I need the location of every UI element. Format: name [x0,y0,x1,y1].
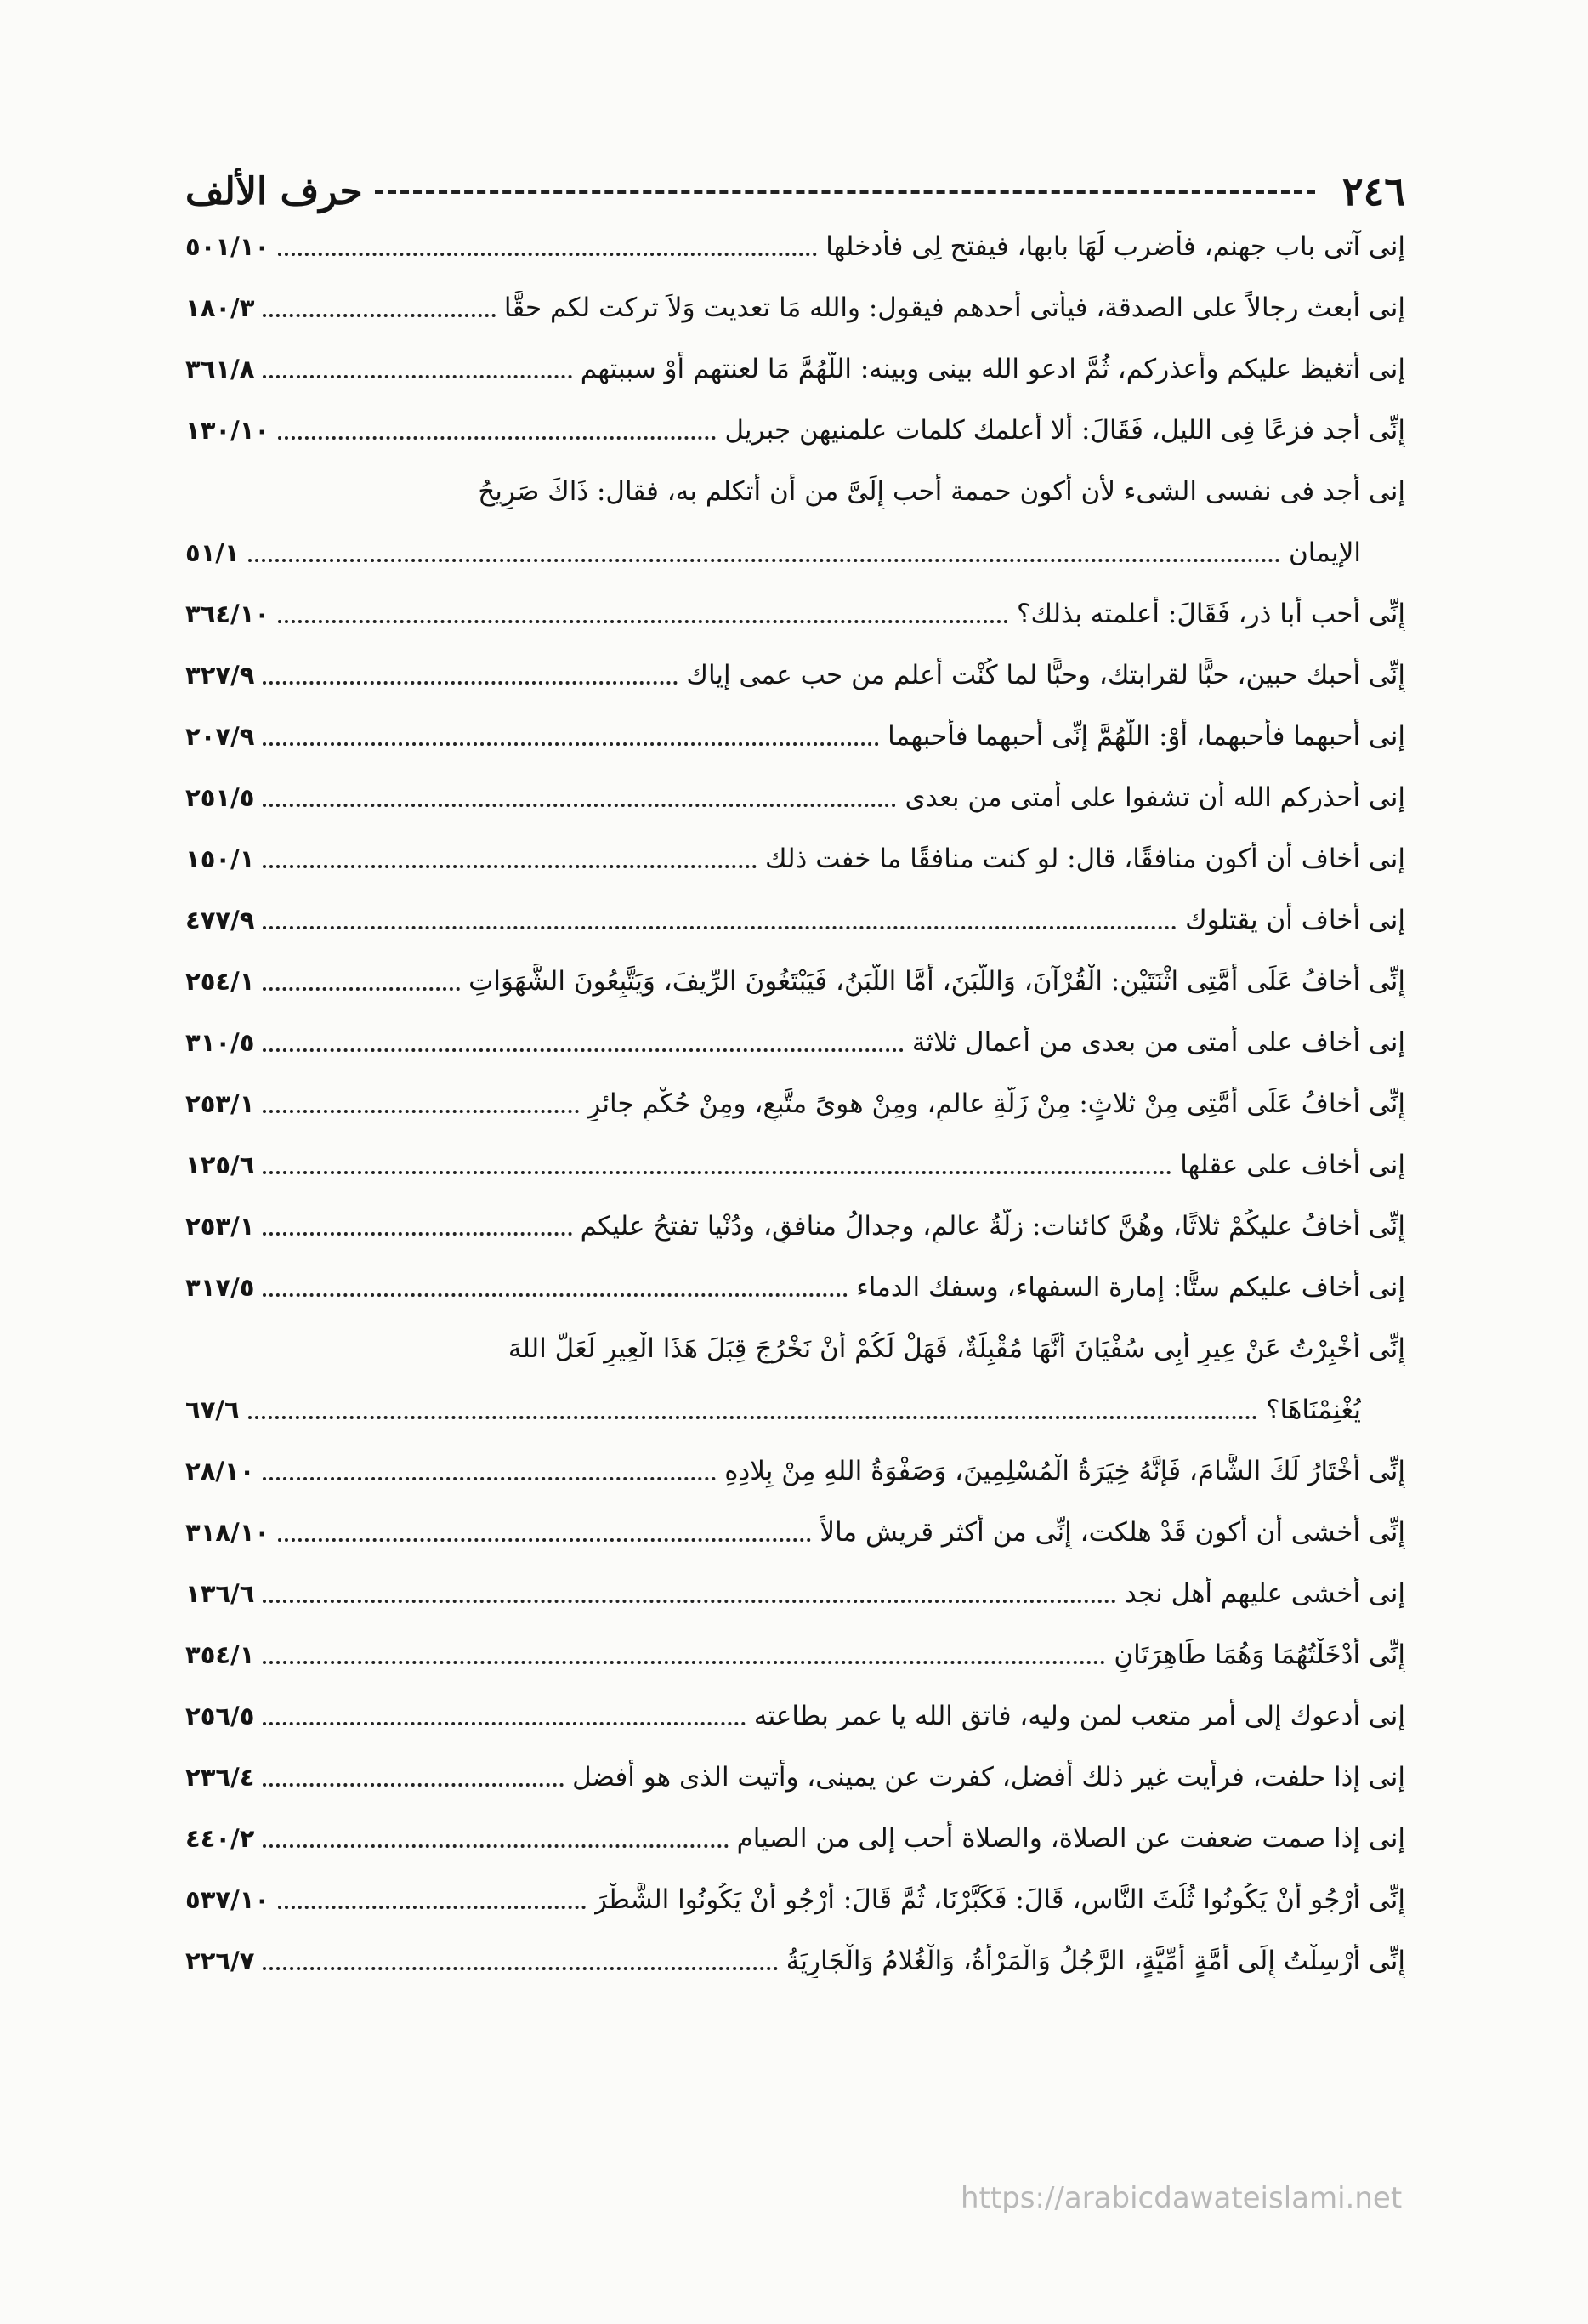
index-entry [185,719,1405,753]
leader-dots [263,1477,716,1480]
leader-dots [263,1048,903,1052]
leader-dots [263,987,460,991]
entry-text: إنى أخاف أن يقتلوك [1185,905,1405,935]
entry-text: إِنِّى أَدْخَلْتُهُمَا وَهُمَا طَاهِرَتَانِ [1114,1639,1405,1670]
index-entry [185,1699,1405,1733]
entry-text: إنى أجد فى نفسى الشىء لأن أكون حممة أحب إِلَىَّ من أن أتكلم به، فقال: ذَاكَ صَرِيحُ [478,476,1405,507]
index-entry [185,842,1405,876]
page-number: ٢٤٦ [1341,168,1405,214]
entry-reference: ٣١٧/٥ [185,1273,255,1302]
entry-text: إِنِّى أُرْسِلْتُ إِلَى أُمَّةٍ أُمِّيَّةٍ، الرَّجُلُ وَالْمَرْأَةُ، وَالْغُلامُ وَالْجَارِيَةُ [785,1946,1405,1976]
index-entry [185,1883,1405,1917]
entry-continuation: الإيمان [1288,537,1361,568]
index-entry [185,781,1405,815]
index-entry [185,1515,1405,1549]
header-rule [375,190,1315,194]
entry-reference: ٣٦١/٨ [185,355,255,384]
leader-dots [248,1416,1257,1419]
index-entry [185,1332,1405,1427]
index-entry [185,474,1405,570]
section-title: حرف الألف [185,169,363,213]
index-entry [185,1209,1405,1243]
entry-reference: ٦٧/٦ [185,1395,240,1424]
leader-dots [263,1600,1115,1603]
entry-reference: ٣٢٧/٩ [185,661,255,690]
entry-reference: ٢٠٧/٩ [185,722,255,751]
watermark: https://arabicdawateislami.net [961,2181,1403,2215]
entry-reference: ١٥٠/١ [185,844,255,873]
leader-dots [263,1110,579,1113]
leader-dots [263,1783,564,1787]
entry-text: إِنِّى أخشى أن أكون قَدْ هلكت، إِنِّى من أكثر قريش مالاً [820,1517,1405,1548]
entry-text: إِنِّى أخافُ عليكُمْ ثلاثًا، وهُنَّ كائنات: زلَّةُ عالمٍ، وجدالُ منافقٍ، ودُنْيا تفتحُ عليكم [580,1211,1405,1242]
entry-reference: ٢٣٦/٤ [185,1763,255,1792]
entry-reference: ٣١٨/١٠ [185,1518,270,1547]
entry-text: إنى أخاف على عقلها [1180,1150,1405,1180]
leader-dots [263,1722,745,1725]
entry-text: إنى إذا صمت ضعفت عن الصلاة، والصلاة أحب إلى من الصيام [736,1823,1405,1854]
leader-dots [263,742,879,746]
index-entry [185,1148,1405,1182]
entry-text: إنى أخاف أن أكون منافقًا، قال: لو كنت منافقًا ما خفت ذلك [764,844,1405,874]
index-entry [185,352,1405,386]
entry-reference: ١٢٥/٦ [185,1151,255,1179]
entry-text: إنى أبعث رجالاً على الصدقة، فيأتى أحدهم فيقول: والله مَا تعديت وَلاَ تركت لكم حقًّا [503,293,1405,323]
leader-dots [263,1661,1105,1664]
leader-dots [278,436,716,440]
entry-reference: ٢٨/١٠ [185,1457,255,1486]
leader-dots [263,926,1177,929]
leader-dots [263,375,571,378]
entry-reference: ٥٣٧/١٠ [185,1885,270,1914]
entry-text: إنى أتغيظ عليكم وأعذركم، ثُمَّ ادعو الله بينى وبينه: اللَّهُمَّ مَا لعنتهم أَوْ سببتهم [580,354,1405,384]
entry-text: إِنِّى أخافُ عَلَى أُمَّتِى مِنْ ثلاثٍ: مِنْ زَلَّةِ عالمٍ، ومِنْ هوىً متَّبعٍ، ومِنْ حُكْمٍ جائرٍ [587,1088,1405,1119]
entry-reference: ١٣٠/١٠ [185,416,270,445]
entry-continuation: يُغْنِمْنَاهَا؟ [1266,1395,1361,1425]
entry-text: إِنِّى أجد فزعًا فِى الليل، فَقَالَ: ألا أعلمك كلمات علمنيهن جبريل [724,415,1405,446]
entry-text: إنى أخاف على أمتى من بعدى من أعمال ثلاثة [911,1027,1405,1058]
index-entry [185,291,1405,325]
index-entry [185,1760,1405,1794]
entry-text: إنى أخشى عليهم أهل نجد [1124,1578,1405,1609]
index-entry [185,1026,1405,1060]
entry-text: إِنِّى أَرْجُو أَنْ يَكُونُوا ثُلُثَ النَّاسِ، قَالَ: فَكَبَّرْنَا، ثُمَّ قَالَ: أَرْجُو أَنْ يَكُونُوا الشَّطْرَ [594,1884,1405,1915]
entry-text: إنى إذا حلفت، فرأيت غير ذلك أفضل، كفرت عن يمينى، وأتيت الذى هو أفضل [572,1762,1405,1793]
leader-dots [248,559,1280,562]
index-entry [185,1270,1405,1304]
entry-reference: ٢٥٣/١ [185,1212,255,1241]
leader-dots [263,804,896,807]
index-entry [185,1638,1405,1672]
leader-dots [263,681,678,685]
entry-reference: ٢٥١/٥ [185,783,255,812]
entry-text: إِنِّى أخافُ عَلَى أُمَّتِى اثْنَتَيْنِ: الْقُرْآنَ، وَاللَّبَنَ، أَمَّا اللَّبَنُ، فَيَبْتَغُونَ الرِّيفَ، وَيَتَّبِعُونَ الشَّهَوَاتِ [468,966,1405,997]
entry-reference: ٢٥٣/١ [185,1089,255,1118]
entry-reference: ٤٧٧/٩ [185,906,255,935]
entry-text: إِنِّى أحب أبا ذر، فَقَالَ: أعلمته بذلك؟ [1017,599,1405,629]
leader-dots [263,314,496,317]
entry-text: إِنِّى أُخْبِرْتُ عَنْ عِيرِ أَبِى سُفْيَانَ أَنَّهَا مُقْبِلَةٌ، فَهَلْ لَكُمْ أَنْ نَخْرُجَ قِبَلَ هَذَا الْعِيرِ لَعَلَّ اللهَ [508,1333,1405,1364]
leader-dots [278,1538,811,1542]
entry-reference: ٣١٠/٥ [185,1028,255,1057]
leader-dots [263,1293,848,1297]
entry-text: إِنِّى أحبك حبين، حبًّا لقرابتك، وحبًّا لما كُنْت أعلم من حب عمى إياك [686,660,1405,690]
index-entry [185,964,1405,998]
entry-text: إنى آتى باب جهنم، فأضرب لَهَا بابها، فيفتح لِى فأدخلها [825,231,1405,262]
index-entry [185,1821,1405,1855]
leader-dots [278,1906,586,1909]
entry-text: إنى أحذركم الله أن تشفوا على أمتى من بعدى [905,782,1405,813]
index-entry [185,658,1405,692]
entry-reference: ٤٤٠/٢ [185,1824,255,1853]
leader-dots [263,865,757,868]
index-entry [185,413,1405,447]
entry-reference: ٢٢٦/٧ [185,1946,255,1975]
entry-reference: ٢٥٦/٥ [185,1702,255,1730]
entry-reference: ١٨٠/٣ [185,293,255,322]
leader-dots [263,1171,1171,1174]
index-entry [185,597,1405,631]
leader-dots [278,620,1008,623]
leader-dots [278,253,817,256]
entry-reference: ١٣٦/٦ [185,1579,255,1608]
index-entry [185,1087,1405,1121]
index-entries [185,230,1405,2005]
entry-text: إنى أخاف عليكم ستًّا: إمارة السفهاء، وسفك الدماء [856,1272,1405,1303]
leader-dots [263,1967,777,1970]
index-entry [185,903,1405,937]
entry-reference: ٣٥٤/١ [185,1640,255,1669]
leader-dots [263,1844,728,1848]
index-entry [185,1454,1405,1488]
entry-reference: ٣٦٤/١٠ [185,599,270,628]
index-entry [185,230,1405,264]
entry-text: إِنِّى أَخْتَارُ لَكَ الشَّامَ، فَإِنَّهُ خِيَرَةُ الْمُسْلِمِينَ، وَصَفْوَةُ اللهِ مِنْ بِلادِهِ [724,1456,1405,1486]
entry-text: إنى أحبهما فأحبهما، أَوْ: اللَّهُمَّ إِنِّى أحبهما فأحبهما [888,721,1405,752]
entry-reference: ٥١/١ [185,538,240,567]
index-entry [185,1577,1405,1611]
index-entry [185,1944,1405,1978]
entry-reference: ٥٠١/١٠ [185,232,270,261]
entry-reference: ٢٥٤/١ [185,967,255,996]
entry-text: إنى أدعوك إلى أمر متعب لمن وليه، فاتق الله يا عمر بطاعته [753,1701,1405,1731]
page-header [185,162,1405,221]
leader-dots [263,1232,571,1236]
